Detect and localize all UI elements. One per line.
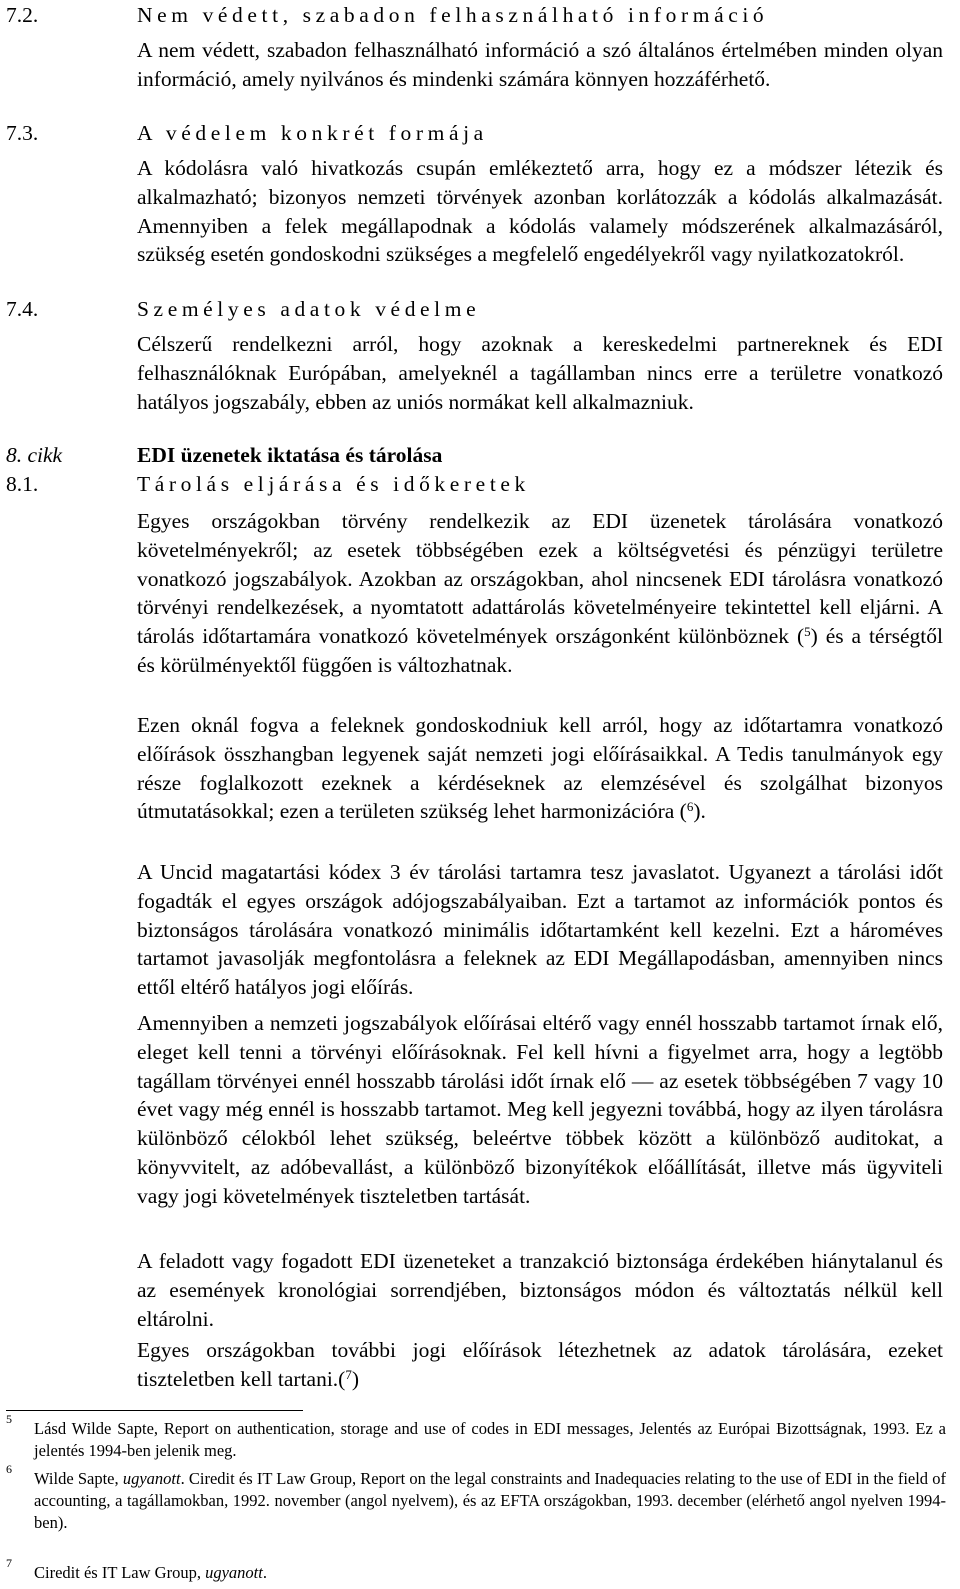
paragraph-text: ). xyxy=(693,799,706,824)
paragraph-text: Egyes országokban törvény rendelkezik az EDI üzenetek tárolására vonatkozó követelményekről; az esetek többségében ezek a költségvetési és pénzügyi területre vonatkozó jogszabályok. Azokban az országokban, ahol nincsenek EDI tárolásra vonatkozó törvényi rendelkezések, a nyomtatott adattárolás követelményeire tekintettel kell eljárni. A tárolás időtartamára vonatkozó követelmények országonként különböznek ( xyxy=(137,509,943,649)
footnote xyxy=(6,1412,946,1462)
footnote-separator xyxy=(6,1410,303,1411)
paragraph-text: Ezen oknál fogva a feleknek gondoskodniuk kell arról, hogy az időtartamra vonatkozó előírások összhangban legyenek saját nemzeti jogi előírásaikkal. A Tedis tanulmányok egy része foglalkozott ezeknek a kérdéseknek az elemzésével és szolgálhat bizonyos útmutatásokkal; ezen a területen szükség lehet harmonizációra ( xyxy=(137,713,943,824)
footnote-text-italic: ugyanott xyxy=(122,1469,181,1488)
footnote-text-part: . Ciredit és IT Law Group, Report on the legal constraints and Inadequacies relating to the use of EDI in the field of accounting, a tagállamokban, 1992. november (angol nyelvem), és az EFTA országokban, 1993. december (elérhető angol nyelven 1994-ben). xyxy=(34,1469,946,1532)
footnote-text xyxy=(34,1562,946,1584)
paragraph: Amennyiben a nemzeti jogszabályok előírásai eltérő vagy ennél hosszabb tartamot írnak elő, eleget kell tenni a törvényi előírásoknak. Fel kell hívni a figyelmet arra, hogy a legtöbb tagállam törvényei ennél hosszabb tárolási időt írnak elő — az esetek többségében 7 vagy 10 évet vagy még ennél is hosszabb tartamot. Meg kell jegyezni továbbá, hogy az ilyen tárolásra különböző célokból lehet szükség, beleértve többek között a különböző auditokat, a könyvvitelt, az adóbevallást, a különböző bizonyítékok előállítását, illetve más ügyviteli vagy jogi követelmények tiszteletben tartását. xyxy=(137,1011,943,1208)
paragraph xyxy=(137,507,943,680)
footnote-number: 5 xyxy=(6,1412,12,1426)
paragraph: A Uncid magatartási kódex 3 év tárolási tartamra tesz javaslatot. Ugyanezt a tárolási időt fogadták el egyes országok adójogszabályaiban. Ezt a tartamot az információk pontos és biztonságos tárolására vonatkozó minimális időtartamként kell kezelni. Ezt a hároméves tartamot javasolják megfontolásra a feleknek az EDI Megállapodásban, amennyiben nincs ettől eltérő hatályos jogi előírás. xyxy=(137,860,943,1000)
section-number: 7.4. xyxy=(6,297,39,321)
footnote-reference[interactable]: 7 xyxy=(345,1366,352,1382)
paragraph-text: ) xyxy=(351,1366,360,1391)
footnote-text-part: . xyxy=(262,1563,267,1582)
footnote-text-italic: ugyanott xyxy=(205,1563,263,1582)
paragraph: A nem védett, szabadon felhasználható információ a szó általános értelmében minden olyan információ, amely nyilvános és mindenki számára könnyen hozzáférhető. xyxy=(137,38,943,91)
article-title: EDI üzenetek iktatása és tárolása xyxy=(137,443,443,467)
paragraph-text: ) és a térségtől és körülményektől függően is változhatnak. xyxy=(137,624,943,677)
footnote-text xyxy=(34,1468,946,1534)
section-number: 8.1. xyxy=(6,472,39,496)
paragraph: Célszerű rendelkezni arról, hogy azoknak a kereskedelmi partnereknek és EDI felhasználóknak Európában, amelyeknél a tagállamban nincs erre a területre vonatkozó hatályos jogszabály, ebben az uniós normákat kell alkalmazniuk. xyxy=(137,332,943,414)
paragraph-text: Egyes országokban további jogi előírások létezhetnek az adatok tárolására, ezeket tiszteletben kell tartani.( xyxy=(137,1338,943,1391)
paragraph xyxy=(137,711,943,826)
footnote xyxy=(6,1462,946,1534)
paragraph xyxy=(137,1336,943,1394)
paragraph: A feladott vagy fogadott EDI üzeneteket a tranzakció biztonsága érdekében hiánytalanul és az események kronológiai sorrendjében, biztonságos módon és változtatás nélkül kell eltárolni. xyxy=(137,1249,943,1331)
section-title: Személyes adatok védelme xyxy=(137,297,481,321)
footnote xyxy=(6,1556,946,1584)
article-number: 8. cikk xyxy=(6,443,63,467)
footnote-number: 7 xyxy=(6,1556,12,1570)
footnote-text: Lásd Wilde Sapte, Report on authentication, storage and use of codes in EDI messages, Jelentés az Európai Bizottságnak, 1993. Ez a jelentés 1994-ben jelenik meg. xyxy=(34,1419,946,1460)
footnote-reference[interactable]: 6 xyxy=(686,799,694,815)
section-title: Nem védett, szabadon felhasználható információ xyxy=(137,3,769,27)
footnote-number: 6 xyxy=(6,1462,12,1476)
footnote-text-part: Wilde Sapte, xyxy=(34,1469,123,1488)
paragraph: A kódolásra való hivatkozás csupán emlékeztető arra, hogy ez a módszer létezik és alkalmazható; bizonyos nemzeti törvények azonban korlátozzák a kódolás alkalmazását. Amennyiben a felek megállapodnak a kódolás valamely módszerének alkalmazásáról, szükség esetén gondoskodni szükséges a megfelelő engedélyekről vagy nyilatkozatokról. xyxy=(137,156,943,267)
section-title: A védelem konkrét formája xyxy=(137,121,488,145)
section-number: 7.2. xyxy=(6,3,39,27)
section-number: 7.3. xyxy=(6,121,39,145)
footnote-reference[interactable]: 5 xyxy=(804,624,811,640)
section-title: Tárolás eljárása és időkeretek xyxy=(137,472,530,496)
footnote-text-part: Ciredit és IT Law Group, xyxy=(34,1563,206,1582)
